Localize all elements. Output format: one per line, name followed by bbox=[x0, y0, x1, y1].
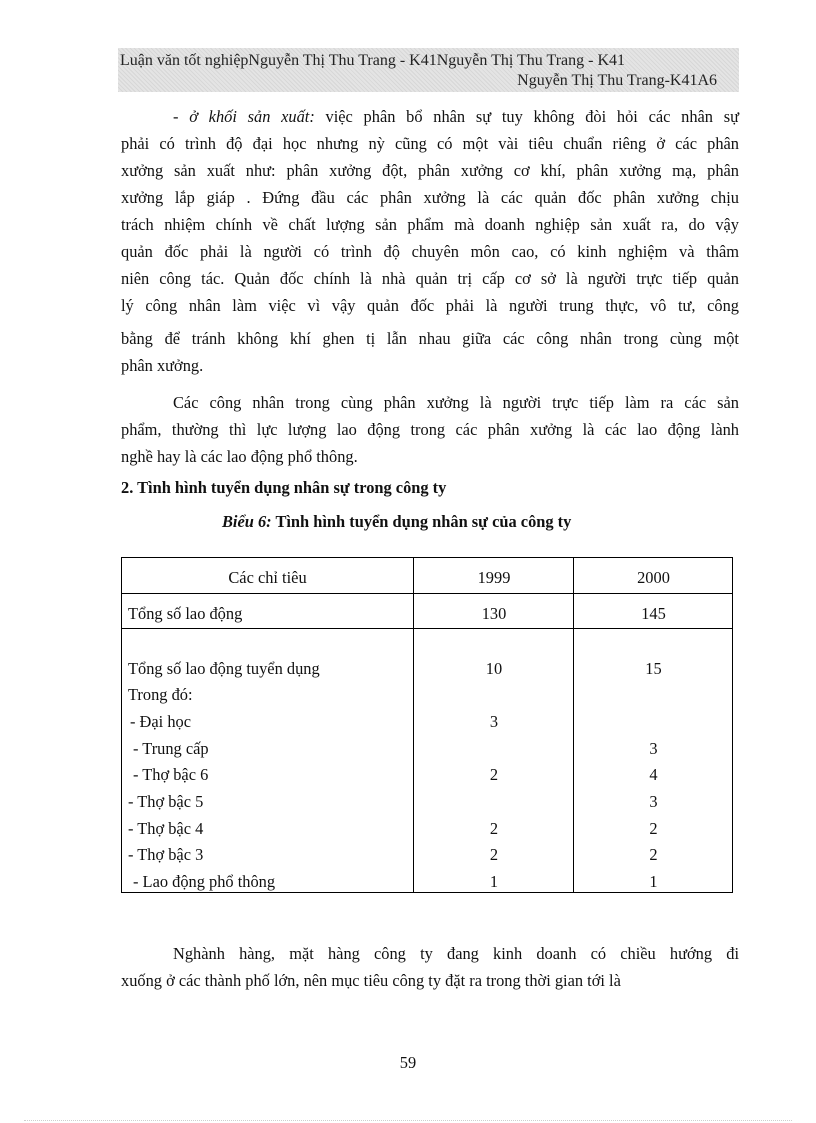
text-line: niên công tác. Quản đốc chính là nhà quản trị cấp cơ sở là người trực tiếp quản bbox=[121, 269, 739, 288]
text-line: xuống ở các thành phố lớn, nên mục tiêu công ty đặt ra trong thời gian tới là bbox=[121, 971, 621, 990]
total-1999: 130 bbox=[481, 604, 507, 623]
total-label: Tổng số lao động bbox=[128, 604, 243, 623]
row-label: - Thợ bậc 5 bbox=[128, 792, 204, 811]
header-cell-criteria: Các chỉ tiêu bbox=[228, 568, 307, 587]
header-cell-2000: 2000 bbox=[637, 568, 670, 587]
row-label: - Đại học bbox=[130, 712, 191, 731]
row-2000: 15 bbox=[645, 659, 662, 678]
row-1999: 1 bbox=[489, 872, 499, 891]
row-2000: 3 bbox=[649, 739, 658, 758]
row-2000: 2 bbox=[649, 845, 658, 864]
caption-label: Biểu 6: bbox=[222, 512, 272, 531]
paragraph-production bbox=[121, 103, 739, 379]
row-1999: 2 bbox=[489, 819, 499, 838]
text-line: quản đốc phải là người có trình độ chuyên môn cao, có kinh nghiệm và thâm bbox=[121, 242, 739, 261]
row-2000: 1 bbox=[649, 872, 658, 891]
row-label: - Thợ bậc 6 bbox=[133, 765, 209, 784]
text-line: phân xưởng. bbox=[121, 356, 204, 375]
text-line: xưởng lắp giáp . Đứng đầu các phân xưởng là các quản đốc phân xưởng chịu bbox=[121, 188, 739, 207]
text-line: xưởng sản xuất như: phân xưởng đột, phân xưởng cơ khí, phân xưởng mạ, phân bbox=[121, 161, 739, 180]
row-label: - Trung cấp bbox=[133, 739, 209, 758]
page-bottom-rule bbox=[24, 1120, 792, 1121]
text-line: phải có trình độ đại học nhưng nỳ cũng có một vài tiêu chuẩn riêng ở các phân bbox=[121, 134, 739, 153]
row-2000: 4 bbox=[649, 765, 658, 784]
lead-phrase: - ở khối sản xuất: bbox=[173, 107, 315, 126]
row-label: Trong đó: bbox=[128, 685, 193, 704]
row-label: Tổng số lao động tuyển dụng bbox=[128, 659, 320, 678]
row-divider bbox=[122, 593, 732, 594]
total-2000: 145 bbox=[641, 604, 666, 623]
text-line: bằng để tránh không khí ghen tị lẫn nhau giữa các công nhân trong cùng một bbox=[121, 329, 739, 348]
paragraph-products bbox=[121, 940, 739, 994]
row-label: - Lao động phổ thông bbox=[133, 872, 276, 891]
table-caption bbox=[222, 512, 571, 532]
row-1999: 2 bbox=[489, 765, 499, 784]
row-1999: 2 bbox=[489, 845, 499, 864]
text-line: nghề hay là các lao động phổ thông. bbox=[121, 447, 358, 466]
text-line: Các công nhân trong cùng phân xưởng là người trực tiếp làm ra các sản bbox=[173, 393, 739, 412]
text-line: - ở khối sản xuất: việc phân bổ nhân sự tuy không đòi hỏi các nhân sự bbox=[173, 107, 739, 126]
header-line-1: Luận văn tốt nghiệpNguyễn Thị Thu Trang - K41Nguyễn Thị Thu Trang - K41 bbox=[120, 52, 626, 69]
header-line-2: Nguyễn Thị Thu Trang-K41A6 bbox=[517, 72, 717, 89]
row-label: - Thợ bậc 4 bbox=[128, 819, 204, 838]
row-1999: 10 bbox=[485, 659, 503, 678]
row-2000: 2 bbox=[649, 819, 658, 838]
running-header bbox=[118, 48, 739, 92]
text-line: phẩm, thường thì lực lượng lao động trong các phân xưởng là các lao động lành bbox=[121, 420, 739, 439]
row-2000: 3 bbox=[649, 792, 658, 811]
caption-text: Tình hình tuyển dụng nhân sự của công ty bbox=[271, 512, 572, 531]
page-number: 59 bbox=[399, 1053, 417, 1072]
row-1999: 3 bbox=[489, 712, 499, 731]
text-line: trách nhiệm chính về chất lượng sản phẩm mà doanh nghiệp sản xuất ra, do vậy bbox=[121, 215, 739, 234]
recruitment-table bbox=[121, 557, 733, 893]
row-divider bbox=[122, 628, 732, 629]
text-line: Nghành hàng, mặt hàng công ty đang kinh doanh có chiều hướng đi bbox=[173, 944, 739, 963]
header-cell-1999: 1999 bbox=[477, 568, 511, 587]
section-heading: 2. Tình hình tuyển dụng nhân sự trong công ty bbox=[121, 478, 447, 497]
text-line: lý công nhân làm việc vì vậy quản đốc phải là người trung thực, vô tư, công bbox=[121, 296, 739, 315]
paragraph-workers bbox=[121, 389, 739, 470]
row-label: - Thợ bậc 3 bbox=[128, 845, 204, 864]
